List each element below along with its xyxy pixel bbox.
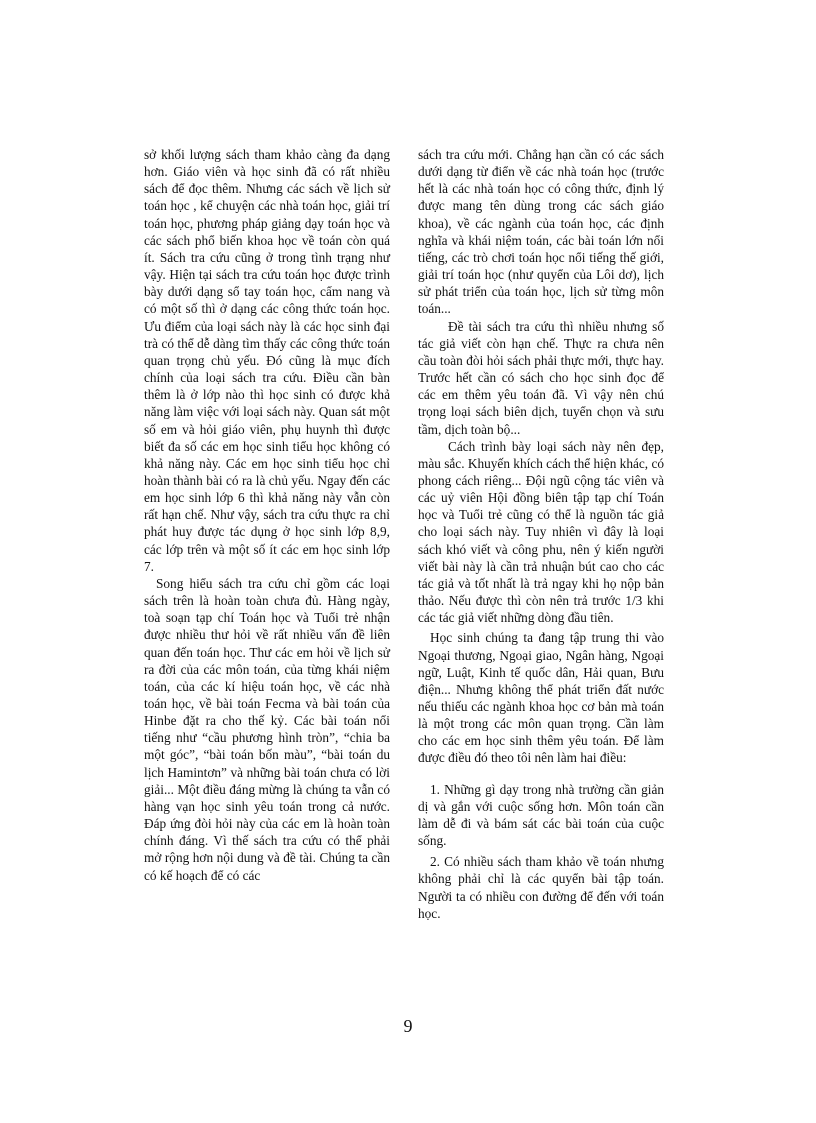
paragraph: Song hiểu sách tra cứu chỉ gồm các loại sách trên là hoàn toàn chưa đủ. Hàng ngày, toà soạn tạp chí Toán học và Tuổi trẻ nhận được nhiều thư hỏi về rất nhiều vấn đề liên quan đến toán học. Thư các em hỏi về lịch sử ra đời của các môn toán, của từng khái niệm toán, của các kí hiệu toán học, về các nhà toán học, về bài toán Fecma và bài toán của Hinbe đặt ra cho thế kỷ. Các bài toán nổi tiếng như “cầu phương hình tròn”, “chia ba một góc”, “bài toán bốn màu”, “bài toán du lịch Hamintơn” và những bài toán chưa có lời giải... Một điều đáng mừng là chúng ta vẫn có hàng vạn học sinh yêu toán trong cả nước. Đáp ứng đòi hỏi này của các em là hoàn toàn chính đáng. Vì thế sách tra cứu có thể phải mở rộng hơn nội dung và đề tài. Chúng ta cần có kế hoạch để có các bbox=[144, 575, 390, 883]
list-item: 1. Những gì dạy trong nhà trường cần giản dị và gắn với cuộc sống hơn. Môn toán cần làm dễ đi và bám sát các bài toán của cuộc sống. bbox=[418, 781, 664, 849]
list-item: 2. Có nhiều sách tham khảo về toán nhưng không phải chỉ là các quyển bài tập toán. Người ta có nhiều con đường để đến với toán học. bbox=[418, 854, 664, 921]
paragraph: sách tra cứu mới. Chẳng hạn cần có các sách dưới dạng từ điển về các nhà toán học (trước hết là các nhà toán học có công thức, định lý được mang tên dùng trong các sách giáo khoa), về các ngành của toán học, các định nghĩa và khái niệm toán, các bài toán lớn nổi tiếng, các trò chơi toán học nổi tiếng thế giới, giải trí toán học (như quyển của Lôi dơ), lịch sử phát triển của toán học, lịch sử từng môn toán... bbox=[418, 147, 664, 317]
paragraph: Đề tài sách tra cứu thì nhiều nhưng số tác giả viết còn hạn chế. Thực ra chưa nên cầu toàn đòi hỏi sách phải thực mới, thực hay. Trước hết cần có sách cho học sinh đọc để các em thêm yêu toán đã. Vì vậy nên chú trọng loại sách biên dịch, tuyển chọn và sưu tầm, dịch toàn bộ... bbox=[418, 318, 664, 437]
paragraph: Học sinh chúng ta đang tập trung thi vào Ngoại thương, Ngoại giao, Ngân hàng, Ngoại ngữ, Luật, Kinh tế quốc dân, Hải quan, Bưu điện... Nhưng không thể phát triển đất nước nếu thiếu các ngành khoa học cơ bản mà toán là một trong các môn quan trọng. Cần làm cho các em học sinh thêm yêu toán. Để làm được điều đó theo tôi nên làm hai điều: bbox=[418, 630, 664, 766]
left-column bbox=[144, 146, 390, 884]
right-column bbox=[418, 146, 664, 922]
paragraph: sở khối lượng sách tham khảo càng đa dạng hơn. Giáo viên và học sinh đã có rất nhiều sách để đọc thêm. Nhưng các sách về lịch sử toán học , kể chuyện các nhà toán học, giải trí toán học, phương pháp giảng dạy toán học và các sách phổ biến khoa học về toán còn quá ít. Sách tra cứu cũng ở trong tình trạng như vậy. Hiện tại sách tra cứu toán học được trình bày dưới dạng sổ tay toán học, cẩm nang và có một số thì ở dạng các công thức toán học. Ưu điểm của loại sách này là các học sinh đại trà có thể dễ dàng tìm thấy các công thức toán quan trọng chủ yếu. Đó cũng là mục đích chính của loại sách tra cứu. Điều cần bàn thêm là ở lớp nào thì học sinh có được khả năng làm việc với loại sách này. Quan sát một số em và hỏi giáo viên, phụ huynh thì được biết đa số các em học sinh tiểu học không có khả năng này. Các em học sinh tiểu học chỉ hoàn thành bài có ra là chủ yếu. Ngay đến các em học sinh lớp 6 thì khả năng này vẫn còn rất hạn chế. Như vậy, sách tra cứu thực ra chỉ phát huy được tác dụng ở học sinh lớp 8,9, các lớp trên và một số ít các em học sinh lớp 7. bbox=[144, 147, 390, 574]
paragraph: Cách trình bày loại sách này nên đẹp, màu sắc. Khuyến khích cách thể hiện khác, có phong cách riêng... Đội ngũ cộng tác viên và các uỷ viên Hội đồng biên tập tạp chí Toán học và Tuổi trẻ cũng có thể là nguồn tác giả cho loại sách này. Tuy nhiên vì đây là loại sách khó viết và công phu, nên ý kiến người viết bài này là cần trả nhuận bút cao cho các tác giả và tốt nhất là trả ngay khi họ nộp bản thảo. Nếu được thì còn nên trả trước 1/3 khi các tác giả viết những dòng đầu tiên. bbox=[418, 438, 664, 626]
page-number: 9 bbox=[403, 1016, 413, 1036]
